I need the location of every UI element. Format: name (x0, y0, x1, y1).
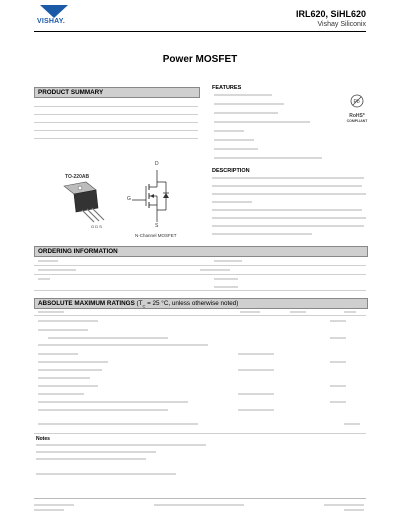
footer-rule (34, 498, 366, 499)
rohs-badge (342, 94, 372, 124)
features-heading: FEATURES (212, 85, 242, 91)
abs-max-title: ABSOLUTE MAXIMUM RATINGS (38, 300, 135, 307)
source-label: S (155, 223, 159, 229)
ordering-table (34, 257, 366, 291)
to220-package-image (58, 180, 110, 230)
abs-max-heading (34, 298, 368, 309)
features-list (212, 92, 332, 164)
ordering-heading: ORDERING INFORMATION (34, 246, 368, 257)
logo-triangle-icon (40, 5, 68, 18)
description-heading: DESCRIPTION (212, 168, 250, 174)
notes-label: Notes (36, 436, 50, 442)
drain-label: D (155, 161, 159, 167)
mosfet-symbol-icon (120, 160, 195, 232)
part-number: IRL620, SiHL620 (295, 9, 366, 19)
package-label: TO-220AB (65, 174, 90, 180)
pb-text: Pb (353, 99, 360, 105)
vishay-logo (37, 5, 71, 27)
schematic-caption: N-Channel MOSFET (135, 233, 177, 238)
description-text (212, 175, 370, 239)
gate-label: G (127, 196, 131, 202)
product-summary-table (34, 98, 198, 138)
header-rule (34, 31, 366, 32)
footer (34, 501, 366, 513)
lead-free-icon (342, 94, 372, 108)
notes-text (36, 442, 366, 478)
rohs-label: RoHS* (349, 113, 365, 119)
n-channel-schematic (120, 160, 195, 240)
abs-max-cond: ($T_C = 25$ °C, unless otherwise noted) (136, 300, 239, 309)
rohs-sublabel: COMPLIANT (346, 119, 368, 123)
page-title: Power MOSFET (162, 54, 238, 65)
logo-text: VISHAY. (37, 18, 65, 25)
abs-max-table (34, 309, 366, 434)
product-summary-heading: PRODUCT SUMMARY (34, 87, 200, 98)
svg-text:G D S: G D S (91, 224, 102, 229)
company-name: Vishay Siliconix (317, 21, 366, 28)
